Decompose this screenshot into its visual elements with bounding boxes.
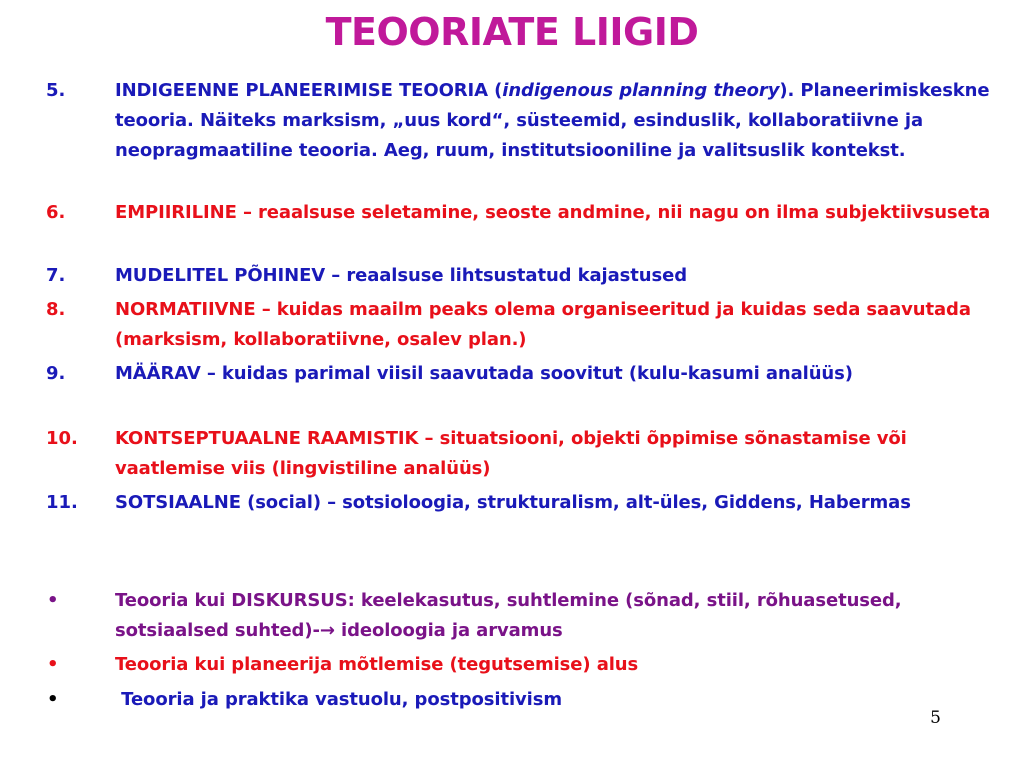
bullet-dot: • <box>47 654 59 675</box>
list-text <box>115 76 995 166</box>
list-text-part: INDIGEENNE PLANEERIMISE TEOORIA ( <box>115 80 503 101</box>
list-text: SOTSIAALNE (social) – sotsioloogia, strukturalism, alt-üles, Giddens, Habermas <box>115 492 911 513</box>
bullet-text: Teooria kui planeerija mõtlemise (tegutsemise) alus <box>115 654 639 675</box>
bullet-text-part: Teooria kui DISKURSUS: keelekasutus, suhtlemine (sõnad, stiil, rõhuasetused, sotsiaalsed suhted)- <box>115 590 902 641</box>
bullet-dot: • <box>47 590 59 611</box>
list-number: 6. <box>46 202 66 223</box>
list-number: 5. <box>46 80 66 101</box>
list-text: MÄÄRAV – kuidas parimal viisil saavutada soovitut (kulu-kasumi analüüs) <box>115 363 853 384</box>
list-text-italic: indigenous planning theory <box>502 80 780 101</box>
arrow-right-icon: → <box>319 620 335 641</box>
list-number: 8. <box>46 299 66 320</box>
list-number: 9. <box>46 363 66 384</box>
bullet-dot: • <box>47 689 59 710</box>
list-text-part: ). Planeerimiskeskne teooria. Näiteks marksism, „uus kord“, süsteemid, esinduslik, kollaboratiivne ja neopragmaatiline teooria. Aeg, ruum, institutsiooniline ja valitsuslik kontekst. <box>115 80 990 161</box>
list-number: 10. <box>46 428 78 449</box>
list-text: MUDELITEL PÕHINEV – reaalsuse lihtsustatud kajastused <box>115 265 687 286</box>
list-number: 7. <box>46 265 66 286</box>
list-text: KONTSEPTUAALNE RAAMISTIK – situatsiooni, objekti õppimise sõnastamise või vaatlemise viis (lingvistiline analüüs) <box>115 428 907 479</box>
list-text: NORMATIIVNE – kuidas maailm peaks olema organiseeritud ja kuidas seda saavutada (marksism, kollaboratiivne, osalev plan.) <box>115 299 971 350</box>
bullet-text: Teooria ja praktika vastuolu, postpositivism <box>115 689 562 710</box>
bullet-text-part: ideoloogia ja arvamus <box>334 620 563 641</box>
slide-title: TEOORIATE LIIGID <box>325 10 699 54</box>
list-number: 11. <box>46 492 78 513</box>
list-text: EMPIIRILINE – reaalsuse seletamine, seoste andmine, nii nagu on ilma subjektiivsuseta <box>115 202 991 223</box>
page-number: 5 <box>930 708 941 728</box>
bullet-text <box>115 586 995 646</box>
